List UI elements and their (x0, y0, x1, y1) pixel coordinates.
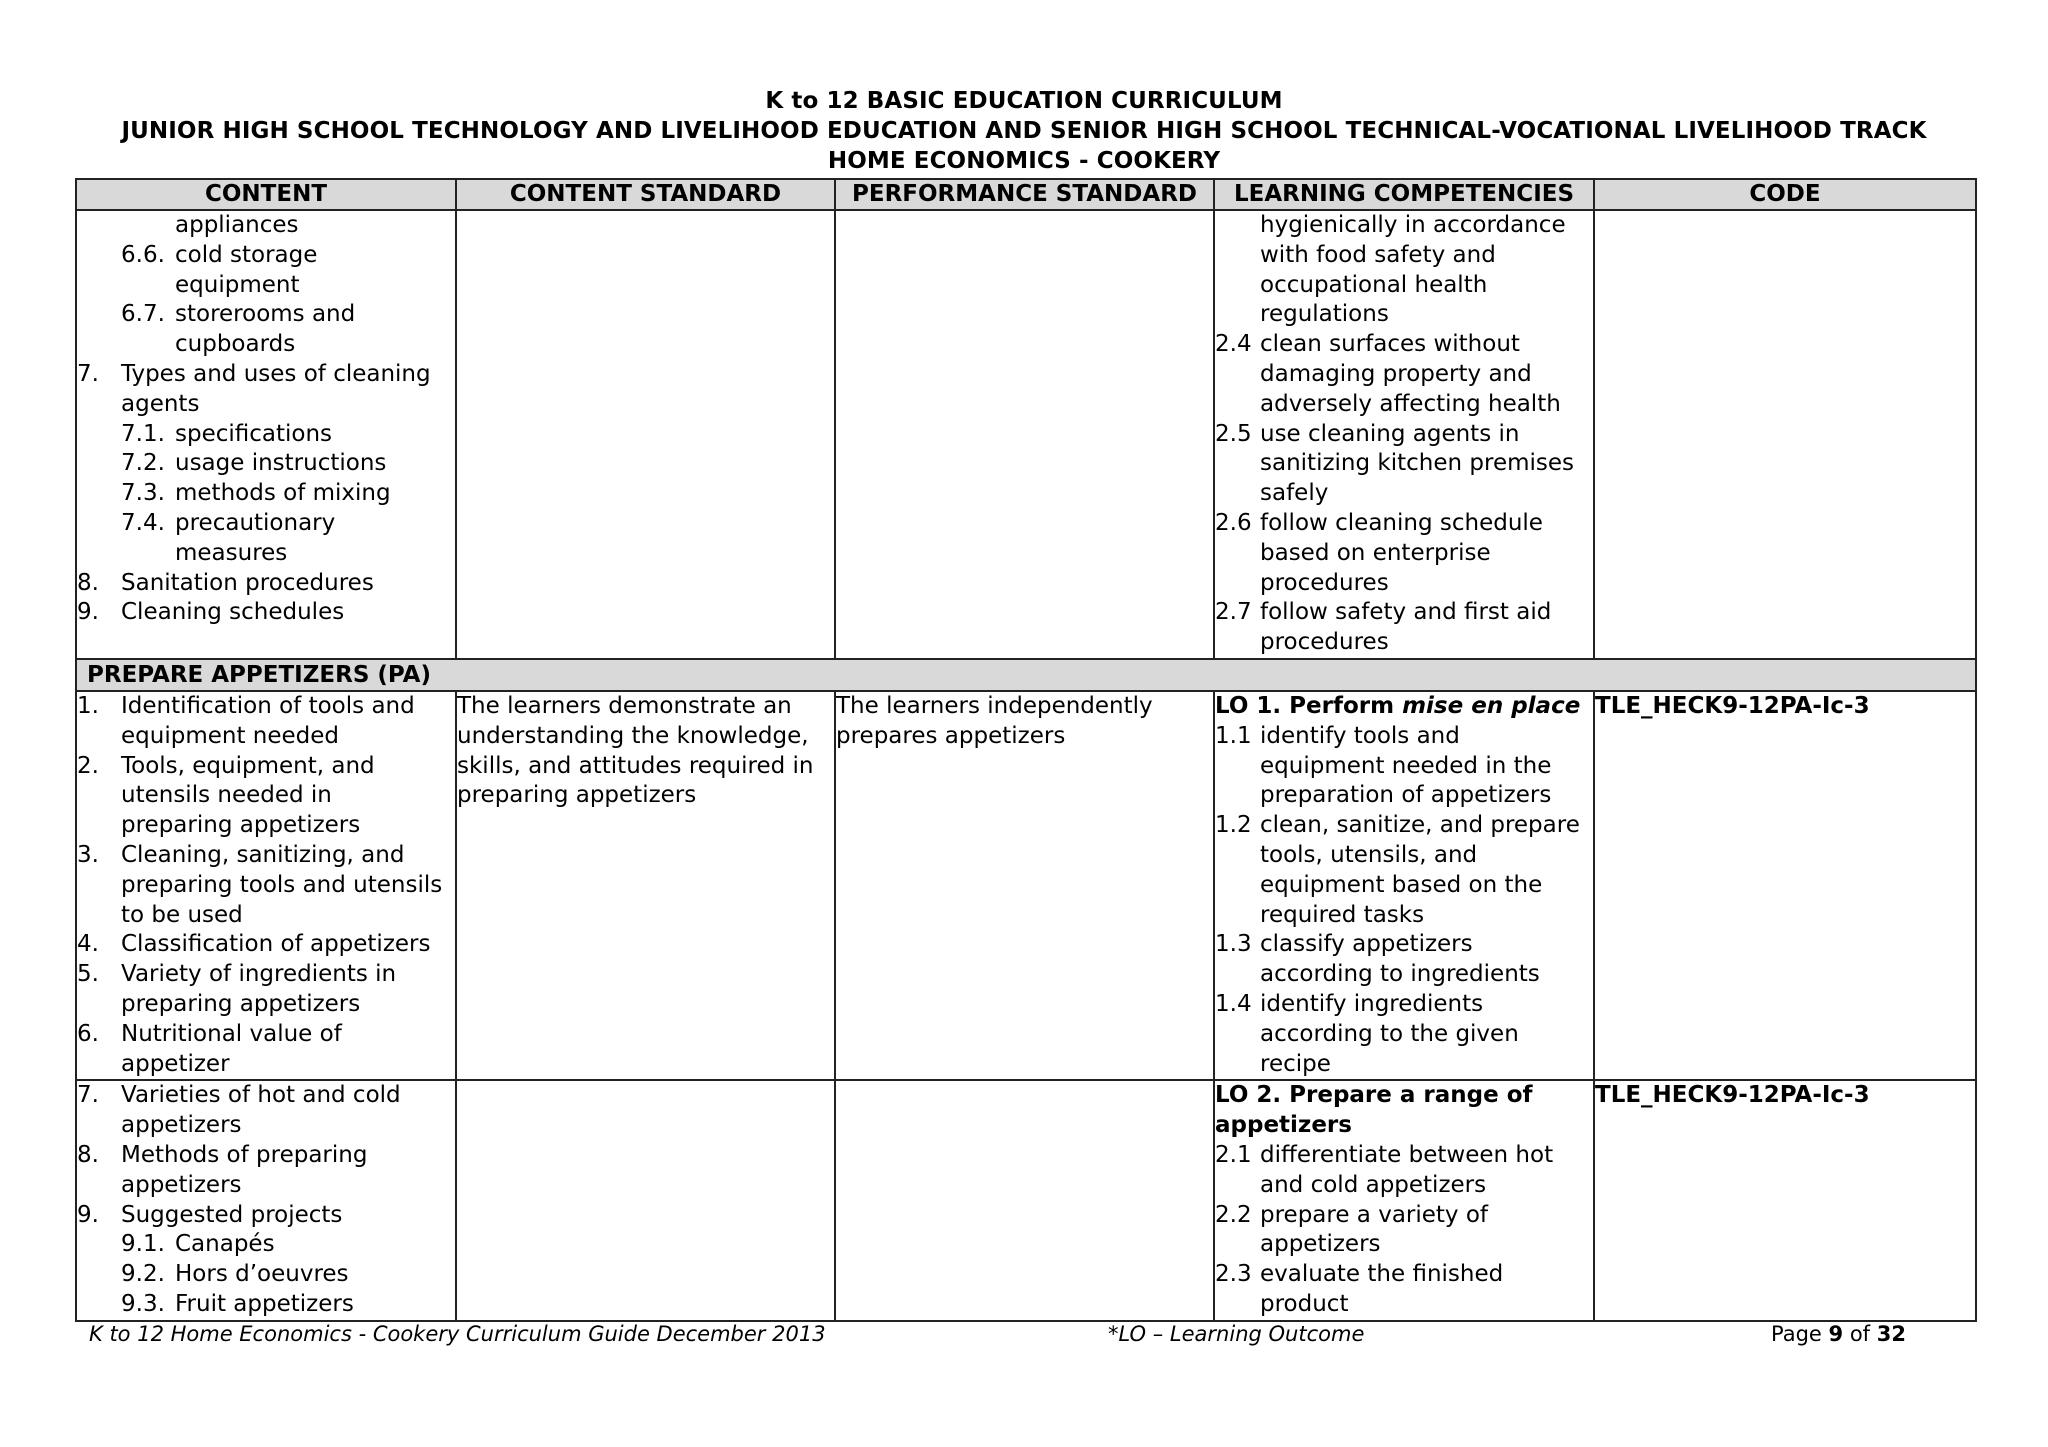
list-item: 9. Suggested projects (77, 1201, 343, 1228)
content-cell (76, 691, 456, 1080)
content-cell (76, 1080, 456, 1320)
text-line: prepares appetizers (836, 722, 1066, 749)
list-item: procedures (1260, 569, 1389, 596)
list-item: 9. Cleaning schedules (77, 599, 345, 626)
list-item: appliances (175, 212, 299, 238)
content-standard-cell (456, 1080, 835, 1320)
list-item: adversely affecting health (1260, 390, 1561, 417)
list-item: 2. Tools, equipment, and (77, 752, 375, 779)
table-row (76, 691, 1976, 1080)
list-item: 5. Variety of ingredients in (77, 961, 397, 988)
text-line: preparing appetizers (457, 782, 697, 809)
list-item: 7. Varieties of hot and cold (77, 1082, 401, 1109)
list-item: 1.1 identify tools and (1215, 722, 1460, 749)
list-item: equipment (175, 271, 300, 298)
document-subtitle: JUNIOR HIGH SCHOOL TECHNOLOGY AND LIVELIHOOD EDUCATION AND SENIOR HIGH SCHOOL TECHNICAL-VOCATIONAL LIVELIHOOD TRACK (121, 118, 1927, 144)
list-item: with food safety and (1260, 241, 1496, 268)
column-header-content-standard: CONTENT STANDARD (456, 179, 835, 210)
list-item: agents (121, 390, 200, 417)
list-item: hygienically in accordance (1260, 212, 1566, 238)
list-item: 1. Identification of tools and (77, 692, 415, 719)
list-item: according to ingredients (1260, 961, 1540, 988)
list-item: required tasks (1260, 901, 1425, 928)
competency-code: TLE_HECK9-12PA-Ic-3 (1595, 692, 1870, 719)
footer-lo-note: *LO – Learning Outcome (1108, 1322, 1365, 1346)
list-item: to be used (121, 901, 243, 928)
list-item: 9.1. Canapés (121, 1231, 275, 1258)
performance-standard-cell (835, 691, 1214, 1080)
list-item: procedures (1260, 629, 1389, 656)
list-item: 1.4 identify ingredients (1215, 990, 1484, 1017)
list-item: 6.7. storerooms and (121, 301, 356, 328)
content-standard-cell (456, 691, 835, 1080)
page-number: Page 9 of 32 (1770, 1322, 1906, 1346)
learning-competencies-cell (1214, 210, 1594, 659)
list-item: 7.1. specifications (121, 420, 333, 447)
text-line: The learners demonstrate an (457, 692, 792, 719)
list-item: 1.3 classify appetizers (1215, 931, 1473, 958)
list-item: 2.7 follow safety and first aid (1215, 599, 1552, 626)
list-item: 2.3 evaluate the finished (1215, 1261, 1504, 1288)
text-line: understanding the knowledge, (457, 722, 809, 749)
list-item: equipment needed in the (1260, 752, 1552, 779)
list-item: 2.1 differentiate between hot (1215, 1141, 1554, 1168)
learning-competencies-cell (1214, 1080, 1594, 1320)
list-item: and cold appetizers (1260, 1171, 1487, 1198)
performance-standard-cell (835, 1080, 1214, 1320)
list-item: preparing appetizers (121, 812, 361, 839)
list-item: occupational health (1260, 271, 1488, 298)
column-header-performance-standard: PERFORMANCE STANDARD (835, 179, 1214, 210)
list-item: 2.4 clean surfaces without (1215, 331, 1520, 358)
list-item: cupboards (175, 331, 296, 358)
list-item: regulations (1260, 301, 1389, 328)
learning-outcome-title: LO 2. Prepare a range of (1215, 1082, 1533, 1109)
list-item: appetizers (1260, 1231, 1381, 1258)
code-cell (1594, 210, 1976, 659)
code-cell (1594, 1080, 1976, 1320)
list-item: 7.2. usage instructions (121, 450, 387, 477)
list-item: preparing tools and utensils (121, 871, 443, 898)
curriculum-table (75, 178, 1977, 1322)
performance-standard-cell (835, 210, 1214, 659)
list-item: 9.3. Fruit appetizers (121, 1290, 354, 1317)
list-item: damaging property and (1260, 360, 1532, 387)
list-item: preparing appetizers (121, 990, 361, 1017)
list-item: 7.3. methods of mixing (121, 480, 391, 507)
text-line: The learners independently (836, 692, 1153, 719)
learning-outcome-title-cont: appetizers (1215, 1112, 1352, 1139)
list-item: 2.5 use cleaning agents in (1215, 420, 1520, 447)
list-item: 7.4. precautionary (121, 509, 336, 536)
list-item: measures (175, 539, 288, 566)
list-item: 8. Methods of preparing (77, 1141, 368, 1168)
list-item: 8. Sanitation procedures (77, 569, 374, 596)
list-item: recipe (1260, 1050, 1331, 1077)
column-header-code: CODE (1594, 179, 1976, 210)
list-item: 3. Cleaning, sanitizing, and (77, 841, 405, 868)
table-row (76, 1080, 1976, 1320)
table-row (76, 210, 1976, 659)
learning-competencies-cell (1214, 691, 1594, 1080)
competency-code: TLE_HECK9-12PA-Ic-3 (1595, 1082, 1870, 1109)
list-item: according to the given (1260, 1020, 1519, 1047)
list-item: tools, utensils, and (1260, 841, 1478, 868)
section-title: PREPARE APPETIZERS (PA) (76, 659, 1976, 691)
list-item: sanitizing kitchen premises (1260, 450, 1575, 477)
text-line: skills, and attitudes required in (457, 752, 814, 779)
list-item: preparation of appetizers (1260, 782, 1552, 809)
list-item: safely (1260, 480, 1329, 507)
list-item: equipment needed (121, 722, 340, 749)
content-standard-cell (456, 210, 835, 659)
list-item: 9.2. Hors d’oeuvres (121, 1261, 349, 1288)
document-section-title: HOME ECONOMICS - COOKERY (827, 148, 1221, 174)
section-row (76, 659, 1976, 691)
footer-guide-title: K to 12 Home Economics - Cookery Curriculum Guide December 2013 (89, 1322, 826, 1346)
list-item: 1.2 clean, sanitize, and prepare (1215, 812, 1580, 839)
list-item: appetizer (121, 1050, 230, 1077)
content-cell (76, 210, 456, 659)
column-header-content: CONTENT (76, 179, 456, 210)
list-item: 6. Nutritional value of (77, 1020, 342, 1047)
list-item: 2.2 prepare a variety of (1215, 1201, 1489, 1228)
list-item: 2.6 follow cleaning schedule (1215, 509, 1543, 536)
table-header-row (76, 179, 1976, 210)
list-item: equipment based on the (1260, 871, 1543, 898)
learning-outcome-title: LO 1. Perform mise en place (1215, 692, 1581, 719)
list-item: product (1260, 1290, 1349, 1317)
code-cell (1594, 691, 1976, 1080)
document-title: K to 12 BASIC EDUCATION CURRICULUM (765, 88, 1283, 114)
list-item: 7. Types and uses of cleaning (77, 360, 431, 387)
column-header-learning-competencies: LEARNING COMPETENCIES (1214, 179, 1594, 210)
list-item: based on enterprise (1260, 539, 1491, 566)
list-item: appetizers (121, 1171, 242, 1198)
list-item: 6.6. cold storage (121, 241, 318, 268)
list-item: 4. Classification of appetizers (77, 931, 431, 958)
list-item: appetizers (121, 1112, 242, 1139)
list-item: utensils needed in (121, 782, 332, 809)
